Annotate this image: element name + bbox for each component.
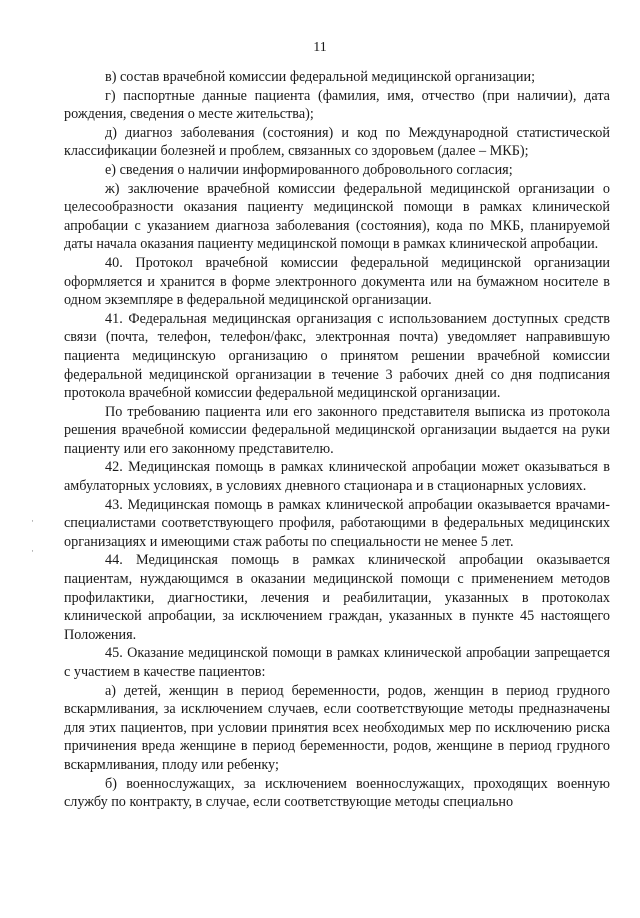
clause-41: 41. Федеральная медицинская организация с использованием доступных средств связи (почта, телефон, телефон/факс, электронная почта) уведомляет направившую пациента медицинскую организацию о принятом решении врачебной комиссии федеральной медицинской организации в течение 3 рабочих дней со дня подписания протокола врачебной комиссии федеральной медицинской организации. <box>64 310 610 402</box>
list-item-zh: ж) заключение врачебной комиссии федеральной медицинской организации о целесообразности оказания пациенту медицинской помощи в рамках клинической апробации с указанием диагноза заболевания (состояния), кода по МКБ, планируемой даты начала оказания пациенту медицинской помощи в рамках клинической апробации. <box>64 180 610 253</box>
clause-44: 44. Медицинская помощь в рамках клинической апробации оказывается пациентам, нуждающимся в оказании медицинской помощи с применением методов профилактики, диагностики, лечения и реабилитации, указанных в протоколах клинической апробации, за исключением граждан, указанных в пункте 45 настоящего Положения. <box>64 552 610 643</box>
list-item-g: г) паспортные данные пациента (фамилия, имя, отчество (при наличии), дата рождения, сведения о месте жительства); <box>64 87 610 123</box>
list-item-a: а) детей, женщин в период беременности, родов, женщин в период грудного вскармливания, за исключением случаев, если соответствующие методы предназначены для этих пациентов, при условии принятия всех необходимых мер по исключению риска причинения вреда женщине в период беременности, родов, женщине в период грудного вскармливания, плоду или ребенку; <box>64 682 610 773</box>
list-item-e: е) сведения о наличии информированного добровольного согласия; <box>105 161 513 178</box>
page-number: 11 <box>313 40 327 55</box>
clause-43: 43. Медицинская помощь в рамках клинической апробации оказывается врачами-специалистами соответствующего профиля, работающими в федеральных медицинских организациях и имеющими стаж работы по специальности не менее 5 лет. <box>64 496 610 550</box>
list-item-d: д) диагноз заболевания (состояния) и код по Международной статистической классификации болезней и проблем, связанных со здоровьем (далее – МКБ); <box>64 124 610 160</box>
list-item-b: б) военнослужащих, за исключением военнослужащих, проходящих военную службу по контракту, в случае, если соответствующие методы специально <box>64 775 610 811</box>
clause-41-note: По требованию пациента или его законного представителя выписка из протокола решения врачебной комиссии федеральной медицинской организации выдается на руки пациенту или его законному представителю. <box>64 403 610 457</box>
clause-45: 45. Оказание медицинской помощи в рамках клинической апробации запрещается с участием в качестве пациентов: <box>64 645 610 680</box>
list-item-v: в) состав врачебной комиссии федеральной медицинской организации; <box>105 69 536 85</box>
clause-42: 42. Медицинская помощь в рамках клинической апробации может оказываться в амбулаторных условиях, в условиях дневного стационара и в стационарных условиях. <box>64 459 610 495</box>
clause-40: 40. Протокол врачебной комиссии федеральной медицинской организации оформляется и хранится в форме электронного документа или на бумажном носителе в одном экземпляре в федеральной медицинской организации. <box>64 254 610 309</box>
document-body <box>64 68 610 812</box>
margin-mark: · <box>31 546 34 556</box>
margin-mark: · <box>31 516 34 526</box>
